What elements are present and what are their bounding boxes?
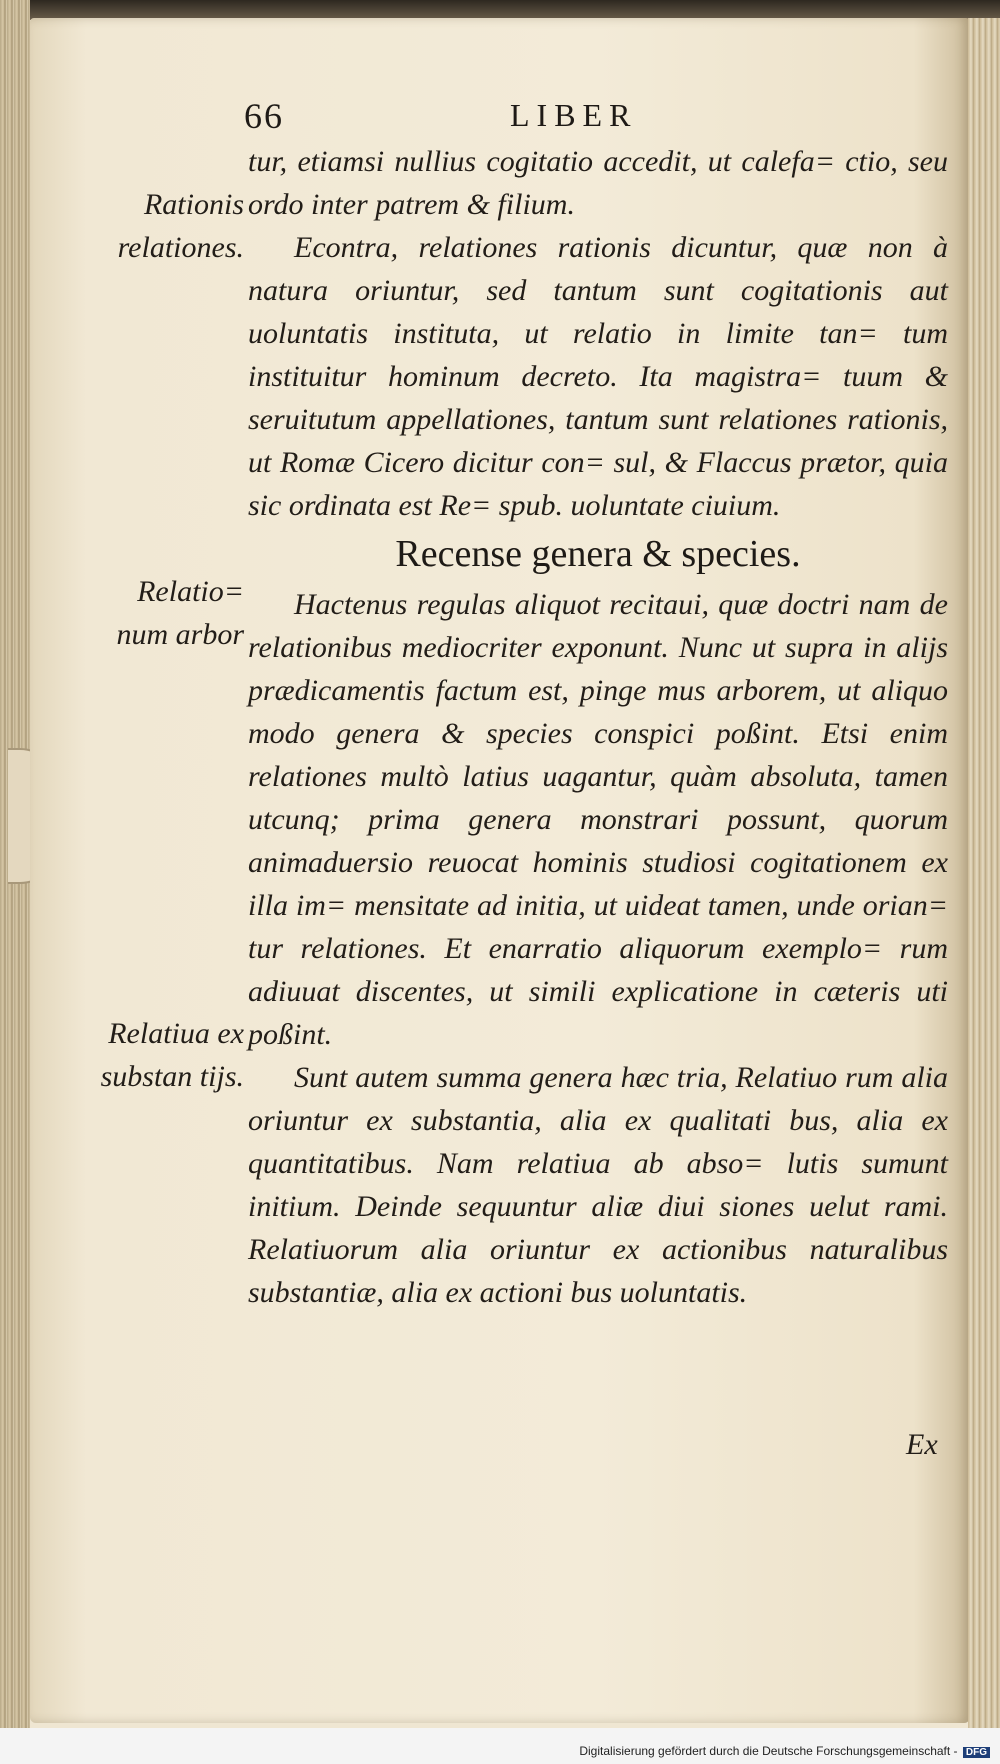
paragraph: Hactenus regulas aliquot recitaui, quæ doctri nam de relationibus mediocriter exponunt. Nunc ut supra in alijs prædicamentis factum est, pinge mus arborem, ut aliquo modo genera & species conspici poßint. Etsi enim relationes multò latius uagantur, quàm absoluta, tamen utcunq; prima genera monstrari possunt, quorum animaduersio reuocat hominis studiosi cogitationem ex illa im= mensitate ad initia, ut uideat tamen, unde orian= tur relationes. Et enarratio aliquorum exemplo= rum adiuuat discentes, ut simili explicatione in cæteris uti poßint. [248,588,948,1051]
margin-note-relationum-arbor: Relatio= num arbor [116,575,244,651]
paragraph: Sunt autem summa genera hæc tria, Relatiuo rum alia oriuntur ex substantia, alia ex qualitati bus, alia ex quantitatibus. Nam relatiua ab abso= lutis sumunt initium. Deinde sequuntur aliæ diui siones uelut rami. Relatiuorum alia oriuntur ex actionibus naturalibus substantiæ, alia ex actioni bus uoluntatis. [248,1061,948,1309]
book-page-edges-right [968,18,1000,1738]
section-heading: Recense genera & species. [395,533,801,575]
margin-note-rationis: Rationis relationes. [117,188,244,264]
book-top-edge [0,0,1000,20]
body-text [248,140,948,1314]
footer-band [0,1728,1000,1764]
paragraph: Econtra, relationes rationis dicuntur, quæ non à natura oriuntur, sed tantum sunt cogitationis aut uoluntatis instituta, ut relatio in limite tan= tum instituitur hominum decreto. Ita magistra= tuum & seruitutum appellationes, tantum sunt relationes rationis, ut Romæ Cicero dicitur con= sul, & Flaccus prætor, quia sic ordinata est Re= spub. uoluntate ciuium. [248,231,948,522]
digitization-credit [579,1744,990,1758]
paragraph: tur, etiamsi nullius cogitatio accedit, ut calefa= ctio, seu ordo inter patrem & filium. [248,145,948,221]
page-number: 66 [244,96,284,136]
credit-text: Digitalisierung gefördert durch die Deutsche Forschungsgemeinschaft - [579,1744,958,1758]
page-header [0,95,1000,135]
dfg-logo: DFG [963,1747,990,1758]
catchword: Ex [906,1428,938,1461]
margin-note-relatiua: Relatiua ex substan tijs. [100,1017,244,1093]
running-head: LIBER [510,97,638,133]
